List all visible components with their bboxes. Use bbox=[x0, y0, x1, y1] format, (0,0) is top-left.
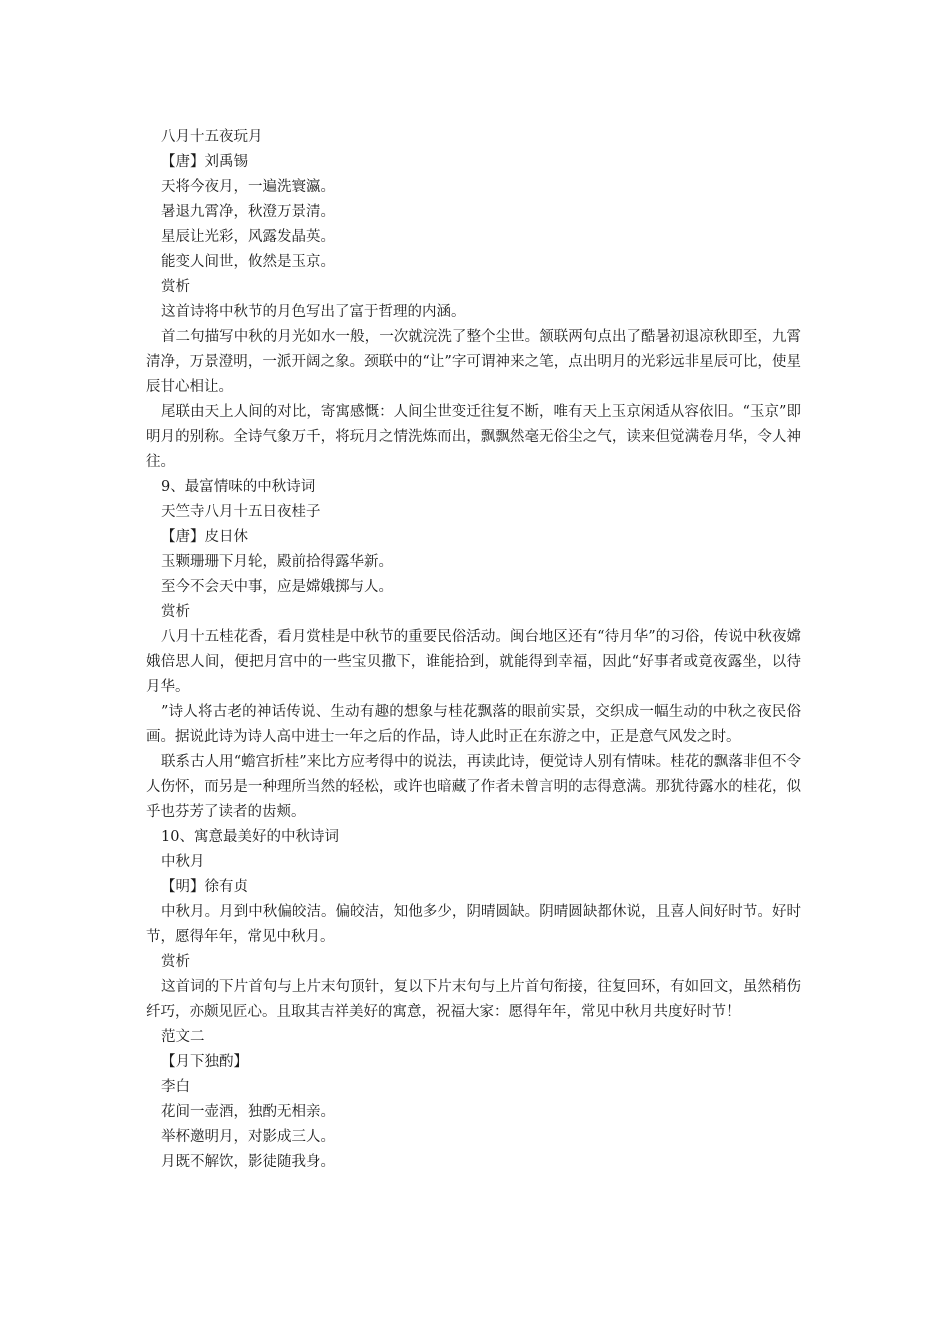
poem-title: 天竺寺八月十五日夜桂子 bbox=[161, 504, 321, 520]
section-heading: 10、寓意最美好的中秋诗词 bbox=[161, 829, 339, 845]
poem-line: 花间一壶酒，独酌无相亲。 bbox=[161, 1104, 335, 1120]
paragraph: 联系古人用“蟾宫折桂”来比方应考得中的说法，再读此诗，便觉诗人别有情味。桂花的飘落非但不令人伤怀，而另是一种理所当然的轻松，或许也暗藏了作者未曾言明的志得意满。那犹待露水的桂花，似乎也芬芳了读者的齿颊。 bbox=[146, 754, 801, 820]
poem-line: 至今不会天中事，应是嫦娥掷与人。 bbox=[161, 579, 393, 595]
poem-title: 【月下独酌】 bbox=[161, 1054, 248, 1070]
document-body bbox=[146, 125, 801, 1175]
poem-line: 举杯邀明月，对影成三人。 bbox=[161, 1129, 335, 1145]
paragraph: 八月十五桂花香，看月赏桂是中秋节的重要民俗活动。闽台地区还有“待月华”的习俗，传说中秋夜嫦娥倍思人间，便把月宫中的一些宝贝撒下，谁能拾到，就能得到幸福，因此“好事者或竟夜露坐，以待月华。 bbox=[146, 629, 801, 695]
poem-author: 【唐】皮日休 bbox=[161, 529, 248, 545]
section-heading: 范文二 bbox=[161, 1029, 205, 1045]
poem-line: 暑退九霄净，秋澄万景清。 bbox=[161, 204, 335, 220]
section-heading: 赏析 bbox=[161, 604, 190, 620]
paragraph: 这首词的下片首句与上片末句顶针，复以下片末句与上片首句衔接，往复回环，有如回文，虽然稍伤纤巧，亦颇见匠心。且取其吉祥美好的寓意，祝福大家：愿得年年，常见中秋月共度好时节！ bbox=[146, 979, 801, 1020]
paragraph: 尾联由天上人间的对比，寄寓感慨：人间尘世变迁往复不断，唯有天上玉京闲适从容依旧。“玉京”即明月的别称。全诗气象万千，将玩月之情洗炼而出，飘飘然毫无俗尘之气，读来但觉满卷月华，令人神往。 bbox=[146, 404, 801, 470]
paragraph: ”诗人将古老的神话传说、生动有趣的想象与桂花飘落的眼前实景，交织成一幅生动的中秋之夜民俗画。据说此诗为诗人高中进士一年之后的作品，诗人此时正在东游之中，正是意气风发之时。 bbox=[146, 704, 801, 745]
poem-author: 李白 bbox=[161, 1079, 190, 1095]
paragraph: 首二句描写中秋的月光如水一般，一次就浣洗了整个尘世。颔联两句点出了酷暑初退凉秋即至，九霄清净，万景澄明，一派开阔之象。颈联中的“让”字可谓神来之笔，点出明月的光彩远非星辰可比，使星辰甘心相让。 bbox=[146, 329, 801, 395]
section-heading: 9、最富情味的中秋诗词 bbox=[161, 479, 316, 495]
poem-author: 【明】徐有贞 bbox=[161, 879, 248, 895]
poem-line: 星辰让光彩，风露发晶英。 bbox=[161, 229, 335, 245]
paragraph: 这首诗将中秋节的月色写出了富于哲理的内涵。 bbox=[161, 304, 466, 320]
poem-line: 能变人间世，攸然是玉京。 bbox=[161, 254, 335, 270]
poem-title: 中秋月 bbox=[161, 854, 205, 870]
poem-line: 月既不解饮，影徒随我身。 bbox=[161, 1154, 335, 1170]
poem-text: 中秋月。月到中秋偏皎洁。偏皎洁，知他多少，阴晴圆缺。阴晴圆缺都休说，且喜人间好时节。好时节，愿得年年，常见中秋月。 bbox=[146, 904, 801, 945]
poem-author: 【唐】刘禹锡 bbox=[161, 154, 248, 170]
section-heading: 赏析 bbox=[161, 279, 190, 295]
poem-line: 玉颗珊珊下月轮，殿前拾得露华新。 bbox=[161, 554, 393, 570]
section-heading: 赏析 bbox=[161, 954, 190, 970]
poem-title: 八月十五夜玩月 bbox=[161, 129, 263, 145]
poem-line: 天将今夜月，一遍洗寰瀛。 bbox=[161, 179, 335, 195]
